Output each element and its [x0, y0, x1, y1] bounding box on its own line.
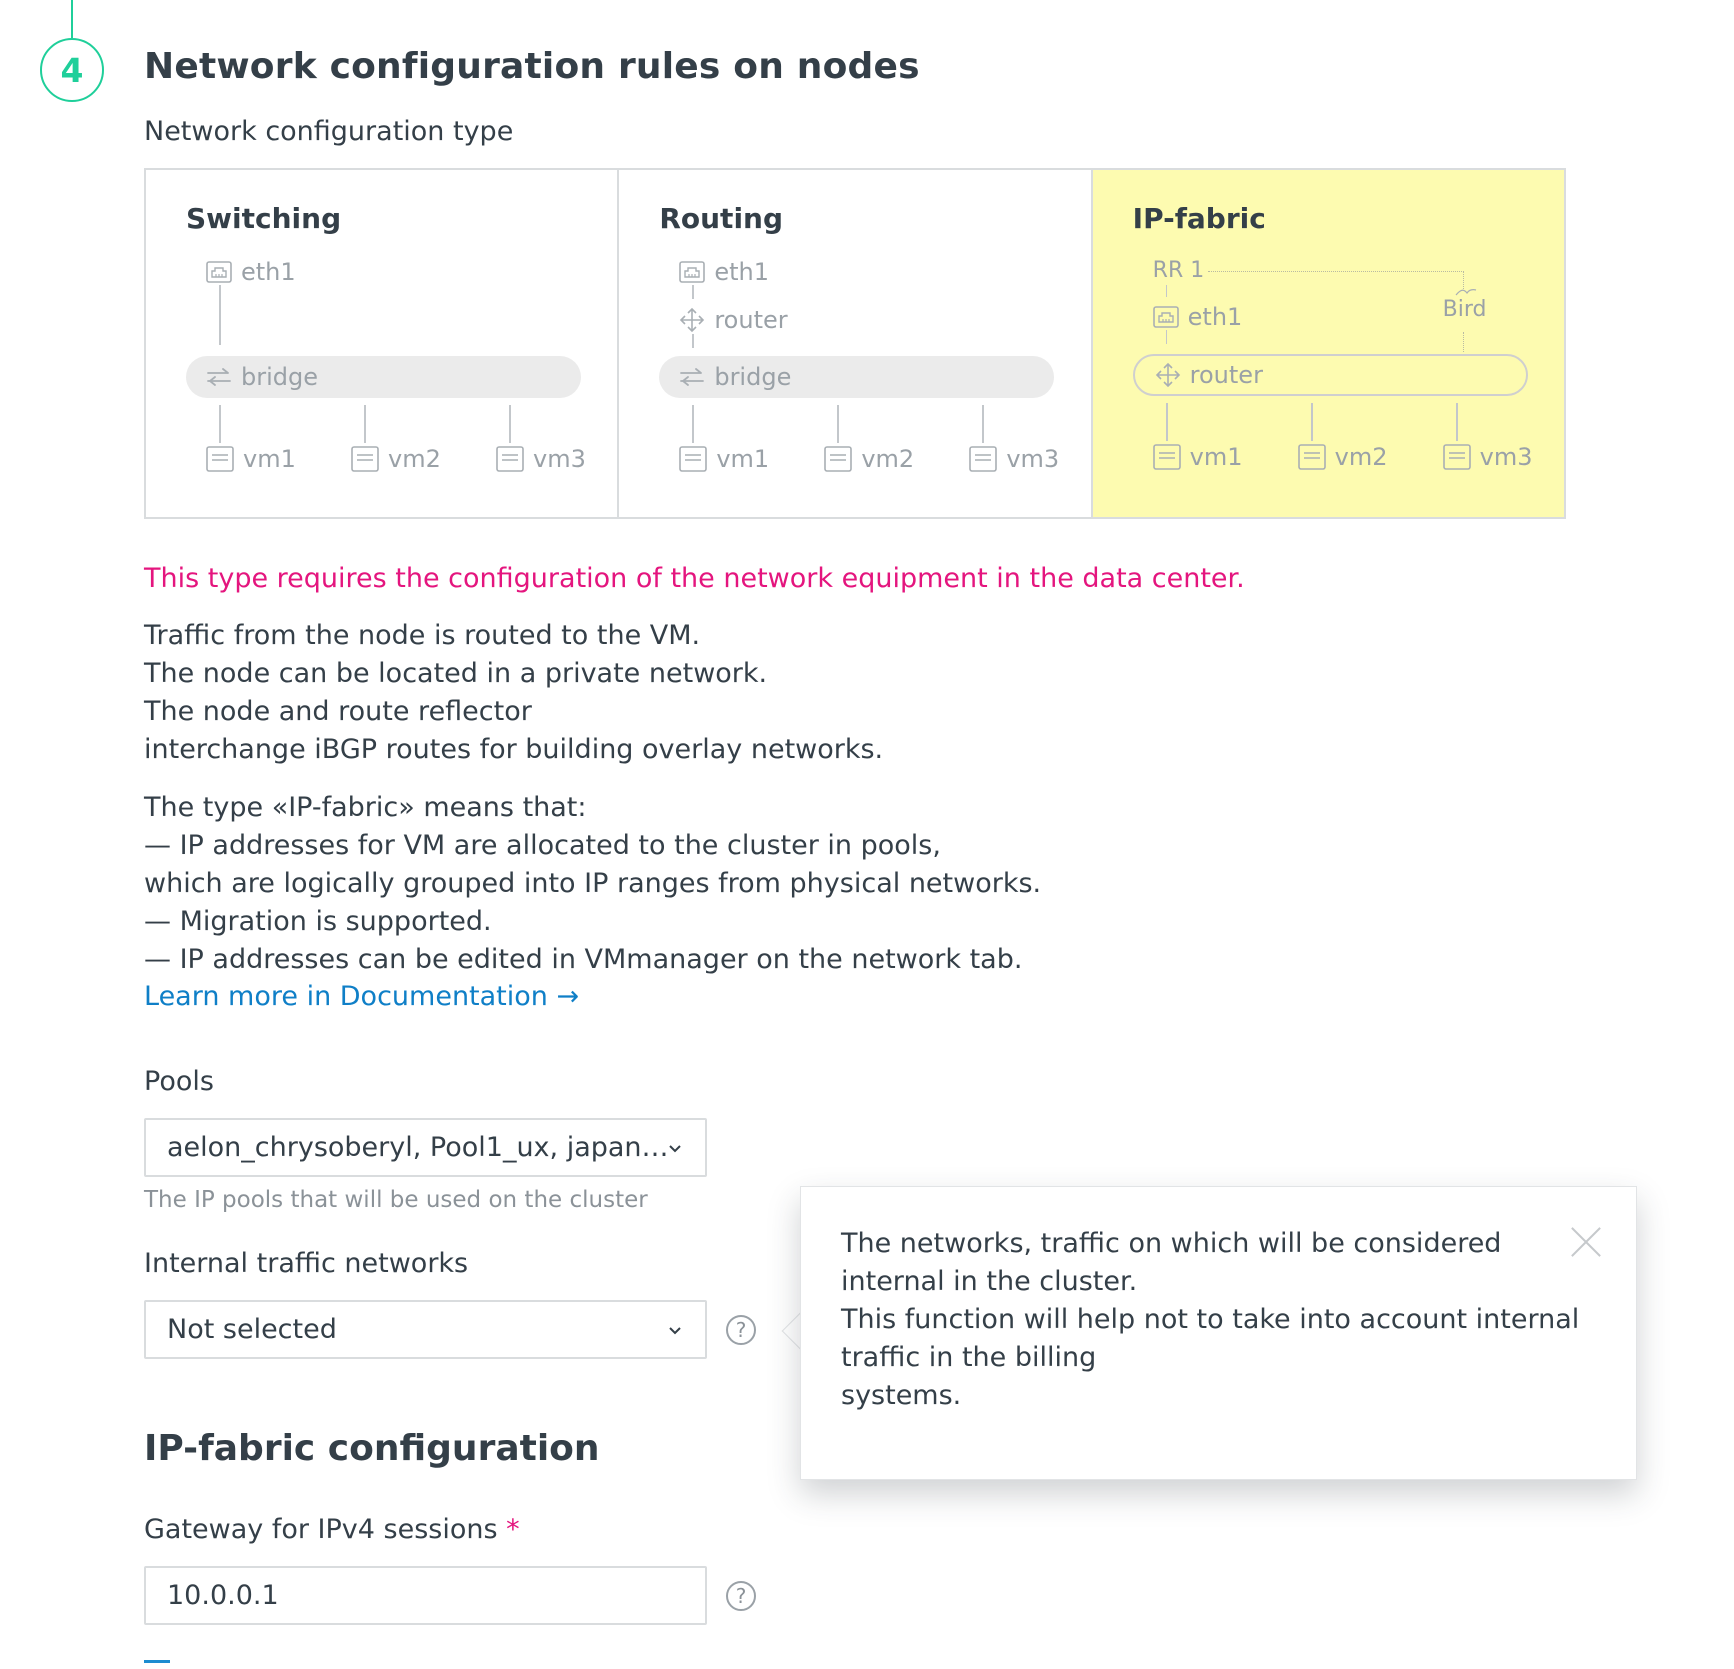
pools-hint: The IP pools that will be used on the cluster	[144, 1187, 648, 1213]
eth-node	[1153, 303, 1243, 331]
gateway-label-text: Gateway for IPv4 sessions	[144, 1514, 498, 1545]
vm-label: vm3	[1006, 445, 1060, 473]
help-popover	[800, 1186, 1637, 1480]
connector-line	[219, 285, 221, 345]
vm-node	[496, 445, 586, 473]
vm-icon	[351, 446, 379, 472]
documentation-link[interactable]: Learn more in Documentation →	[144, 981, 580, 1012]
router-label: router	[1189, 361, 1263, 389]
vm-label: vm3	[1479, 443, 1533, 471]
vm-label: vm1	[243, 445, 296, 473]
connector-line	[1166, 330, 1167, 344]
step-connector-line	[71, 0, 73, 38]
vm-node	[1298, 443, 1388, 471]
vm-node	[206, 445, 296, 473]
rr-label: RR 1	[1152, 258, 1205, 283]
help-icon[interactable]: ?	[726, 1315, 756, 1345]
internal-networks-select-value: Not selected	[167, 1314, 337, 1345]
router-label: router	[714, 306, 788, 334]
vm-node	[351, 445, 441, 473]
vm-icon	[824, 446, 852, 472]
bridge-label: bridge	[241, 363, 319, 391]
network-type-selector	[144, 168, 1566, 519]
swap-arrows-icon	[679, 367, 705, 387]
ip-fabric-config-title: IP-fabric configuration	[144, 1428, 600, 1469]
vm-icon	[496, 446, 524, 472]
details-line: — IP addresses can be edited in VMmanager on the network tab.	[144, 944, 1023, 975]
dotted-connector	[1463, 332, 1464, 352]
router-icon	[1155, 362, 1181, 388]
details-line: which are logically grouped into IP ranges from physical networks.	[144, 868, 1042, 899]
rr-node	[1153, 258, 1205, 283]
bridge-pill	[659, 356, 1054, 398]
connector-line	[219, 405, 221, 443]
page-title: Network configuration rules on nodes	[144, 46, 920, 87]
help-icon[interactable]: ?	[726, 1581, 756, 1611]
dotted-connector	[1208, 271, 1464, 272]
type-card-switching[interactable]	[146, 170, 619, 517]
required-marker: *	[506, 1514, 520, 1545]
description-line: The node can be located in a private network.	[144, 658, 768, 689]
vm-icon	[1443, 444, 1471, 470]
connector-line	[692, 285, 694, 299]
connector-line	[509, 405, 511, 443]
connector-line	[1456, 403, 1458, 441]
eth-label: eth1	[1187, 303, 1243, 331]
description-line: interchange iBGP routes for building overlay networks.	[144, 734, 884, 765]
equipment-warning: This type requires the configuration of the network equipment in the data center.	[144, 563, 1245, 594]
router-pill	[1133, 354, 1528, 396]
vm-icon	[1298, 444, 1326, 470]
vm-label: vm2	[1334, 443, 1388, 471]
bird-icon	[1455, 287, 1477, 297]
popover-line: internal in the cluster.	[841, 1266, 1138, 1297]
connector-line	[692, 405, 694, 443]
type-description	[144, 617, 883, 769]
type-card-title: Routing	[659, 202, 784, 235]
connector-line	[837, 405, 839, 443]
bridge-pill	[186, 356, 581, 398]
gateway-input-value: 10.0.0.1	[167, 1580, 279, 1611]
type-card-title: Switching	[186, 202, 342, 235]
connector-line	[1311, 403, 1313, 441]
eth-label: eth1	[714, 258, 769, 286]
details-line: — IP addresses for VM are allocated to the cluster in pools,	[144, 830, 941, 861]
connector-line	[982, 405, 984, 443]
type-details	[144, 789, 1041, 979]
popover-line: systems.	[841, 1380, 962, 1411]
chevron-down-icon	[667, 1322, 683, 1338]
pools-select-value: aelon_chrysoberyl, Pool1_ux, japan…	[167, 1132, 669, 1163]
vm-label: vm2	[388, 445, 441, 473]
vm-icon	[1153, 444, 1181, 470]
chevron-down-icon	[667, 1140, 683, 1156]
router-node	[679, 306, 787, 334]
description-line: Traffic from the node is routed to the VM.	[144, 620, 701, 651]
vm-icon	[206, 446, 234, 472]
network-port-icon	[1153, 306, 1179, 328]
type-card-ip-fabric[interactable]	[1093, 170, 1564, 517]
vm-node	[969, 445, 1059, 473]
vm-node	[679, 445, 769, 473]
network-type-label: Network configuration type	[144, 116, 514, 147]
details-line: — Migration is supported.	[144, 906, 492, 937]
network-port-icon	[679, 261, 705, 283]
type-card-title: IP-fabric	[1132, 202, 1266, 235]
vm-label: vm1	[1189, 443, 1243, 471]
bird-label: Bird	[1442, 297, 1487, 322]
connector-line	[692, 334, 694, 348]
vm-node	[1443, 443, 1533, 471]
connector-line	[364, 405, 366, 443]
vm-node	[1153, 443, 1243, 471]
popover-line: traffic in the billing	[841, 1342, 1097, 1373]
popover-line: The networks, traffic on which will be considered	[841, 1228, 1502, 1259]
eth-node	[206, 258, 296, 286]
internal-networks-select[interactable]	[144, 1300, 707, 1359]
gateway-input[interactable]	[144, 1566, 707, 1625]
close-icon[interactable]	[1569, 1225, 1603, 1259]
swap-arrows-icon	[206, 367, 232, 387]
type-card-routing[interactable]	[619, 170, 1092, 517]
bridge-label: bridge	[714, 363, 792, 391]
network-port-icon	[206, 261, 232, 283]
bird-node	[1443, 287, 1487, 322]
vm-label: vm2	[861, 445, 915, 473]
vm-node	[824, 445, 914, 473]
popover-line: This function will help not to take into account internal	[841, 1304, 1580, 1335]
vm-icon	[969, 446, 997, 472]
vm-label: vm1	[716, 445, 770, 473]
vm-label: vm3	[533, 445, 586, 473]
pools-select[interactable]	[144, 1118, 707, 1177]
gateway-label	[144, 1514, 520, 1545]
vm-icon	[679, 446, 707, 472]
eth-node	[679, 258, 769, 286]
popover-text	[841, 1225, 1579, 1415]
details-line: The type «IP-fabric» means that:	[144, 792, 587, 823]
pools-label: Pools	[144, 1066, 214, 1097]
step-number-badge: 4	[40, 38, 104, 102]
eth-label: eth1	[241, 258, 296, 286]
router-icon	[679, 307, 705, 333]
connector-line	[1166, 403, 1168, 441]
description-line: The node and route reflector	[144, 696, 532, 727]
internal-networks-label: Internal traffic networks	[144, 1248, 469, 1279]
connector-line	[1166, 285, 1167, 297]
checkbox-partial[interactable]	[144, 1660, 170, 1669]
